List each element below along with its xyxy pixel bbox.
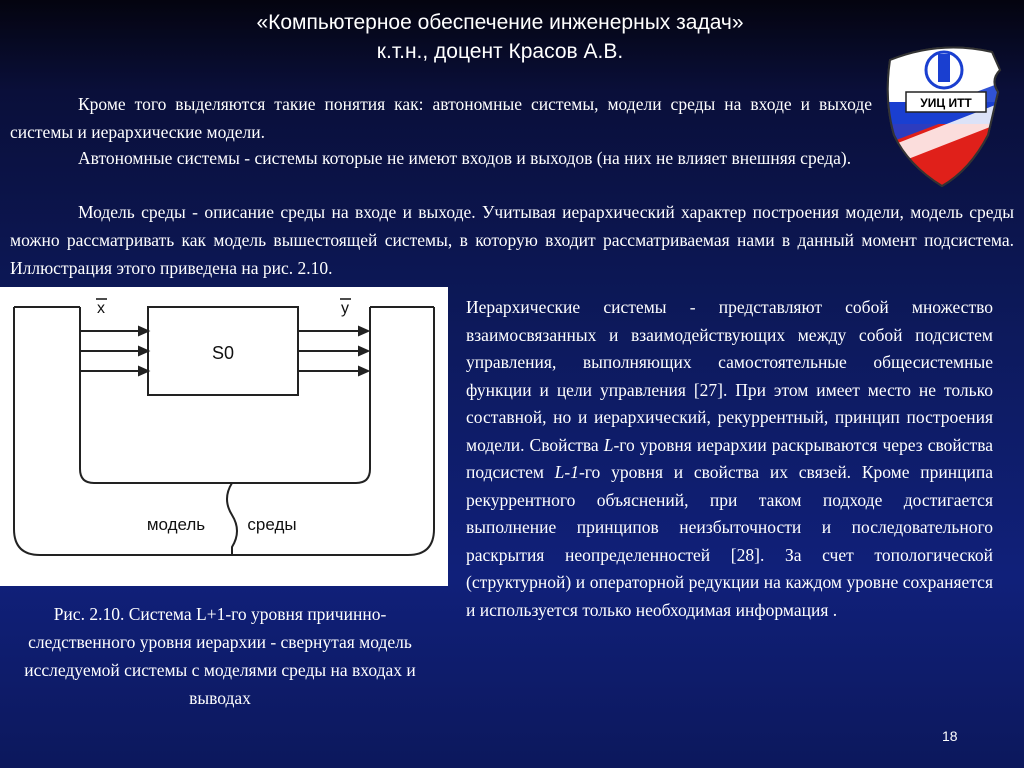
intro-paragraph-2: [10, 144, 872, 172]
title-line-2: к.т.н., доцент Красов А.В.: [376, 40, 624, 63]
output-y-label: y: [341, 300, 349, 317]
logo-label: УИЦ ИТТ: [920, 96, 972, 110]
hierarchy-paragraph: [466, 294, 993, 624]
intro-paragraph-3: [10, 198, 1014, 282]
hierarchy-text-b: -го уровня иерархии раскрываются через свойства подсистем: [466, 434, 993, 482]
intro-text-2: Автономные системы - системы которые не имеют входов и выходов (на них не влияет внешняя среда).: [78, 148, 852, 168]
system-diagram-figure: [0, 287, 448, 586]
hierarchy-text-a: Иерархические системы - представляют собой множество взаимосвязанных и взаимодействующих между собой подсистем управления, выполняющих самостоятельные общесистемные функции и цели управления [27]. При этом имеет место не только составной, но и иерархический, рекуррентный, принцип построения модели. Свойства: [466, 297, 993, 455]
level-L-minus-1-term: L-1: [554, 462, 579, 482]
figure-caption: Рис. 2.10. Система L+1-го уровня причинно-следственного уровня иерархии - свернутая модель исследуемой системы с моделями среды на входах и выводах: [24, 604, 416, 708]
block-s0-label: S0: [211, 343, 235, 363]
intro-text-3: Модель среды - описание среды на входе и выходе. Учитывая иерархический характер построения модели, модель среды можно рассматривать как модель вышестоящей системы, в которую входит рассматриваемая нами в данный момент подсистема. Иллюстрация этого приведена на рис. 2.10.: [10, 202, 1014, 278]
intro-text-1: Кроме того выделяются такие понятия как: автономные системы, модели среды на входе и выходе системы и иерархические модели.: [10, 94, 872, 142]
env-label-right: среды: [247, 515, 297, 534]
intro-paragraph-1: [10, 90, 872, 146]
env-label-left: модель: [146, 515, 206, 534]
level-L-term: L: [603, 434, 614, 455]
page-number: 18: [942, 728, 958, 744]
shield-logo-icon: [880, 40, 1008, 188]
input-x-label: x: [97, 300, 105, 317]
title-line-1: «Компьютерное обеспечение инженерных задач»: [256, 11, 744, 34]
hierarchy-text-c: -го уровня и свойства их связей. Кроме принципа рекуррентного объяснений, при таком подходе достигается выполнение принципов неизбыточности и последовательного раскрытия неопределенностей [28]. За счет топологической (структурной) и операторной редукции на каждом уровне сохраняется и используется только необходимая информация .: [466, 462, 993, 620]
system-diagram: [0, 287, 448, 586]
slide-title: [120, 8, 880, 66]
